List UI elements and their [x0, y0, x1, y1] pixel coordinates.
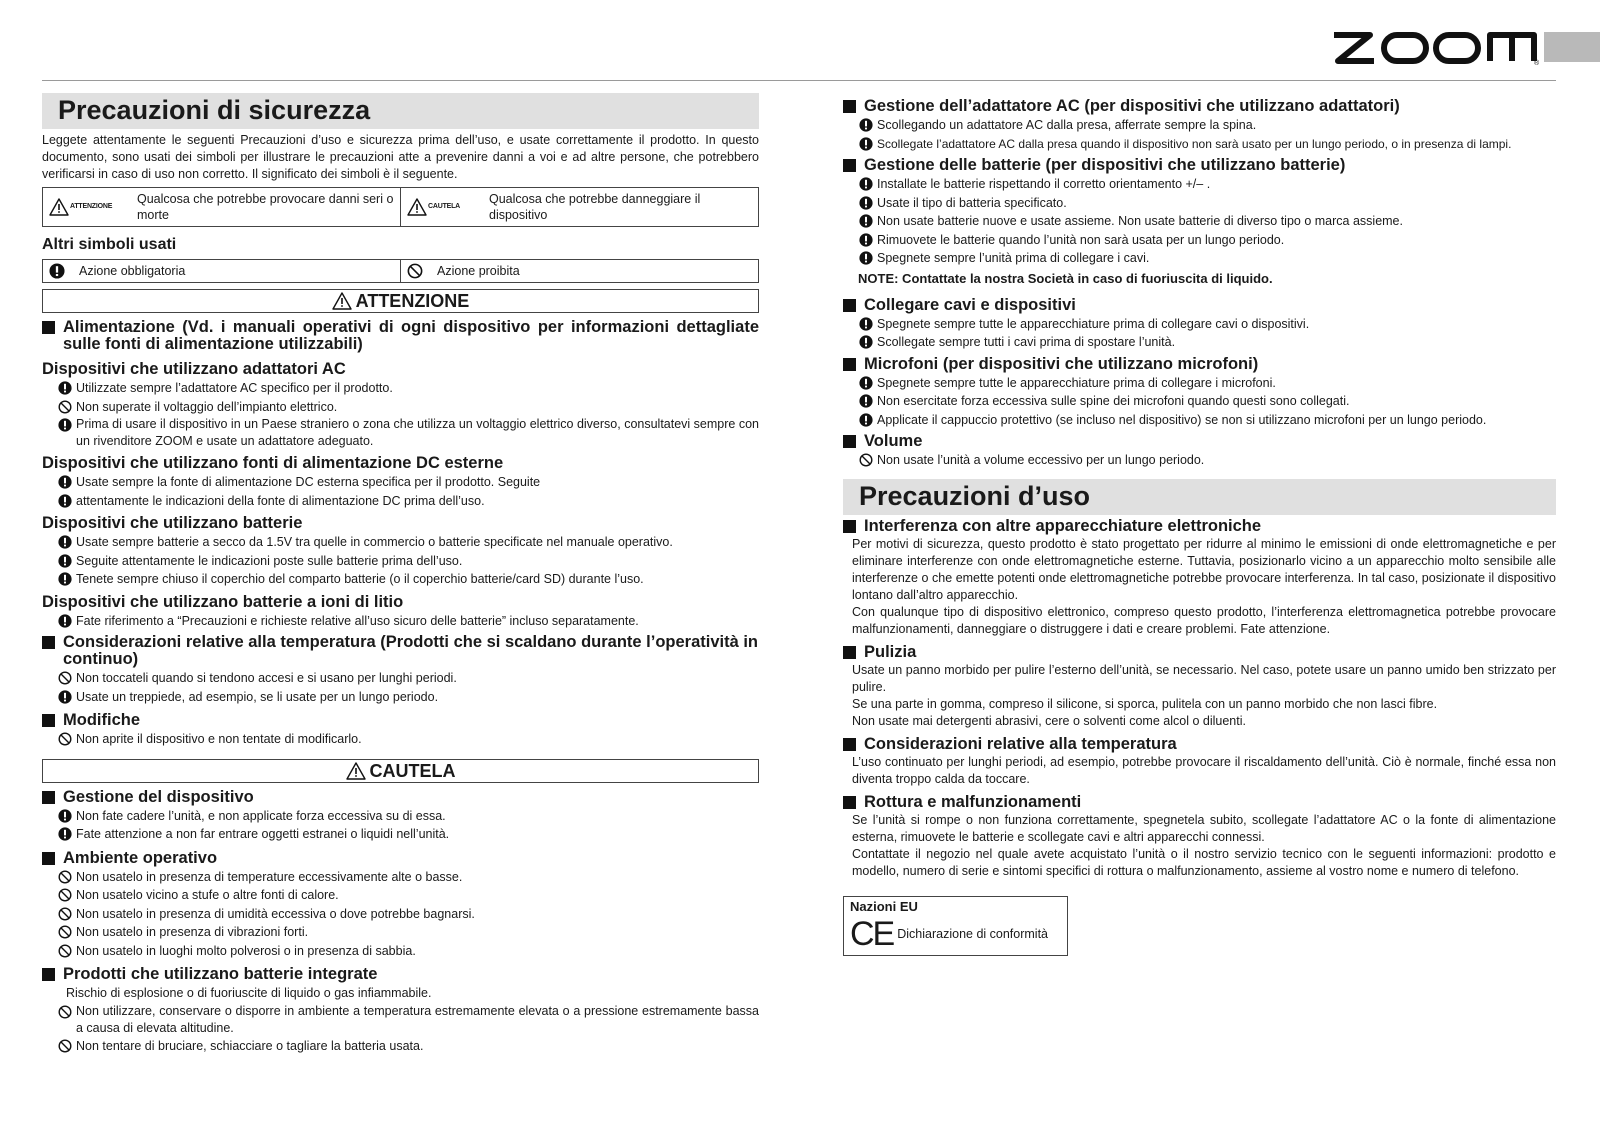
cleaning-text: Usate un panno morbido per pulire l’esterno dell’unità, se necessario. Nel caso, potete usare un panno umido ben strizzato per pulire.: [852, 662, 1556, 694]
list-item: Installate le batterie rispettando il corretto orientamento +/– .: [843, 175, 1556, 194]
right-column: [843, 94, 1556, 956]
list-item: Usate il tipo di batteria specificato.: [843, 194, 1556, 213]
prohibited-icon: [58, 888, 72, 902]
left-column: [42, 93, 759, 1055]
list-item: Non usate batterie nuove e usate assieme. Non usate batterie di diverso tipo o marca assieme.: [843, 212, 1556, 231]
mandatory-icon: [58, 418, 72, 432]
legend-table: [42, 187, 759, 227]
list-item: Usate un treppiede, ad esempio, se li usate per un lungo periodo.: [42, 688, 759, 707]
breakdown-heading: Rottura e malfunzionamenti: [843, 794, 1556, 811]
list-item: Spegnete sempre tutte le apparecchiature prima di collegare cavi o dispositivi.: [843, 315, 1556, 334]
breakdown-text-2: Contattate il negozio nel quale avete acquistato l’unità o il nostro servizio tecnico con le seguenti informazioni: prodotto e modello, numero di serie e sintomi specifici di rottura o malfunzionamento, assieme al vostro nome e numero di telefono.: [852, 846, 1556, 878]
page-tab: [1544, 32, 1600, 62]
modifications-heading: Modifiche: [42, 712, 759, 729]
warning-icon: [346, 762, 366, 780]
battery-handling-heading: Gestione delle batterie (per dispositivi che utilizzano batterie): [843, 157, 1556, 174]
prohibited-icon: [58, 671, 72, 685]
prohibited-icon: [58, 732, 72, 746]
prohibited-icon: [58, 400, 72, 414]
cleaning-heading: Pulizia: [843, 644, 1556, 661]
dc-heading: Dispositivi che utilizzano fonti di alimentazione DC esterne: [42, 454, 504, 472]
mandatory-icon: [859, 214, 873, 228]
mandatory-icon: [58, 535, 72, 549]
breakdown-text: Se l’unità si rompe o non funziona correttamente, spegnetela subito, scollegate l’adattatore AC o la fonte di alimentazione esterna, rimuovete le batterie e scollegate cavi e altri apparecchi connessi.: [852, 812, 1556, 844]
cleaning-text-2: Se una parte in gomma, compreso il silicone, si sporca, pulitela con un panno morbido che non lasci fibre.: [852, 696, 1438, 711]
temperature-usage-heading: Considerazioni relative alla temperatura: [843, 736, 1556, 753]
mandatory-icon: [859, 413, 873, 427]
list-item: Tenete sempre chiuso il coperchio del comparto batterie (o il coperchio batterie/card SD) durante l’uso.: [42, 570, 759, 589]
list-item: Non usate l’unità a volume eccessivo per un lungo periodo.: [843, 451, 1556, 470]
attention-banner: [42, 289, 759, 313]
list-item: Non tentare di bruciare, schiacciare o tagliare la batteria usata.: [42, 1037, 759, 1056]
mandatory-icon: [58, 554, 72, 568]
svg-text:®: ®: [1534, 60, 1540, 67]
microphones-heading: Microfoni (per dispositivi che utilizzano microfoni): [843, 356, 1556, 373]
interference-text-2: Con qualunque tipo di dispositivo elettronico, compreso questo prodotto, l’interferenza elettromagnetica potrebbe provocare malfunzionamenti, danneggiare o distruggere i dati e creare problemi. Fate attenzione.: [852, 604, 1556, 636]
legend-attention: [43, 188, 400, 226]
volume-heading: Volume: [843, 433, 1556, 450]
environment-heading: Ambiente operativo: [42, 850, 759, 867]
list-item: Non usatelo in presenza di umidità eccessiva o dove potrebbe bagnarsi.: [42, 905, 759, 924]
warning-icon: [332, 292, 352, 310]
attention-label: ATTENZIONE: [355, 291, 470, 311]
temperature-usage-text: L’uso continuato per lunghi periodi, ad esempio, potrebbe provocare il riscaldamento dell’unità. Ciò è normale, finché essa non diventa troppo calda da toccare.: [852, 754, 1556, 786]
list-item: Non esercitate forza eccessiva sulle spine dei microfoni quando questi sono collegati.: [843, 392, 1556, 411]
cleaning-text-3: Non usate mai detergenti abrasivi, cere o solventi come alcol o diluenti.: [852, 713, 1246, 728]
prohibited-icon: [58, 944, 72, 958]
list-item: Spegnete sempre l’unità prima di collegare i cavi.: [843, 249, 1556, 268]
ac-adapter-handling-heading: Gestione dell’adattatore AC (per dispositivi che utilizzano adattatori): [843, 98, 1556, 115]
battery-note: NOTE: Contattate la nostra Società in caso di fuoriuscita di liquido.: [858, 270, 1273, 286]
list-item: Prima di usare il dispositivo in un Paese straniero o zona che utilizza un voltaggio elettrico diverso, consultatevi sempre con un rivenditore ZOOM e usate un adattatore adeguato.: [42, 416, 759, 450]
warning-icon: [49, 198, 69, 216]
mandatory-icon: [859, 335, 873, 349]
list-item: Non usatelo in presenza di vibrazioni forti.: [42, 923, 759, 942]
power-heading: Alimentazione (Vd. i manuali operativi di ogni dispositivo per informazioni dettagliate sulle fonti di alimentazione utilizzabili): [42, 319, 759, 353]
eu-conformity-label: Dichiarazione di conformità: [897, 926, 1048, 941]
mandatory-icon: [859, 177, 873, 191]
list-item: Fate riferimento a “Precauzioni e richieste relative all’uso sicuro delle batterie” incluso separatamente.: [42, 612, 759, 631]
mandatory-icon: [58, 827, 72, 841]
legend-tag: CAUTELA: [428, 203, 461, 210]
usage-title: Precauzioni d’uso: [843, 479, 1556, 515]
symbol-prohibited: [400, 260, 758, 282]
prohibited-icon: [58, 925, 72, 939]
legend-desc: Qualcosa che potrebbe danneggiare il dispositivo: [489, 192, 701, 222]
mandatory-icon: [859, 251, 873, 265]
header-rule: [42, 80, 1556, 81]
legend-tag: ATTENZIONE: [70, 203, 113, 210]
legend-caution: [400, 188, 758, 226]
list-item: Non utilizzare, conservare o disporre in ambiente a temperatura estremamente elevata o a pressione estremamente bassa a causa di elevata altitudine.: [42, 1003, 759, 1037]
symbol-label: Azione obbligatoria: [79, 264, 186, 278]
cables-heading: Collegare cavi e dispositivi: [843, 297, 1556, 314]
lithium-heading: Dispositivi che utilizzano batterie a ioni di litio: [42, 592, 404, 611]
list-item: Non fate cadere l’unità, e non applicate forza eccessiva su di essa.: [42, 807, 759, 826]
mandatory-icon: [859, 233, 873, 247]
list-item: Fate attenzione a non far entrare oggetti estranei o liquidi nell’unità.: [42, 825, 759, 844]
list-item: Seguite attentamente le indicazioni poste sulle batterie prima dell’uso.: [42, 552, 759, 571]
prohibited-icon: [58, 1005, 72, 1019]
list-item: Utilizzate sempre l’adattatore AC specifico per il prodotto.: [42, 379, 759, 398]
prohibited-icon: [407, 263, 423, 279]
list-item: attentamente le indicazioni della fonte di alimentazione DC prima dell’uso.: [42, 492, 759, 511]
mandatory-icon: [58, 572, 72, 586]
mandatory-icon: [58, 690, 72, 704]
prohibited-icon: [58, 907, 72, 921]
list-item: Applicate il cappuccio protettivo (se incluso nel dispositivo) se non si utilizzano microfoni per un lungo periodo.: [843, 411, 1556, 430]
prohibited-icon: [58, 870, 72, 884]
mandatory-icon: [58, 381, 72, 395]
interference-text: Per motivi di sicurezza, questo prodotto è stato progettato per ridurre al minimo le emissioni di onde elettromagnetiche e per eliminare interferenze con onde elettromagnetiche esterne. Tuttavia, posizionarlo vicino a un apparecchio molto sensibile alle interferenze o che emette potenti onde elettromagnetiche potrebbe provocare interferenza. In tal caso, posizionate il dispositivo lontano dall’altro apparecchio.: [852, 536, 1556, 602]
mandatory-icon: [859, 137, 873, 151]
mandatory-icon: [49, 263, 65, 279]
mandatory-icon: [859, 376, 873, 390]
integrated-battery-heading: Prodotti che utilizzano batterie integrate: [42, 966, 759, 983]
mandatory-icon: [58, 494, 72, 508]
eu-title: Nazioni EU: [850, 898, 918, 914]
temperature-heading: Considerazioni relative alla temperatura (Prodotti che si scaldano durante l’operatività in continuo): [42, 634, 759, 668]
prohibited-icon: [58, 1039, 72, 1053]
safety-title: Precauzioni di sicurezza: [42, 93, 759, 129]
list-item: Usate sempre la fonte di alimentazione DC esterna specifica per il prodotto. Seguite: [42, 473, 759, 492]
mandatory-icon: [859, 317, 873, 331]
list-item: Non toccateli quando si tendono accesi e si usano per lunghi periodi.: [42, 669, 759, 688]
ac-adapter-heading: Dispositivi che utilizzano adattatori AC: [42, 360, 346, 378]
list-item: Usate sempre batterie a secco da 1.5V tra quelle in commercio o batterie specificate nel manuale operativo.: [42, 533, 759, 552]
intro-text: Leggete attentamente le seguenti Precauzioni d’uso e sicurezza prima dell’uso, e usate correttamente il prodotto. In questo documento, sono usati dei simboli per illustrare le precauzioni atte a prevenire danni a voi e ad altre persone, che potrebbero verificarsi in caso di uso non corretto. Il significato dei simboli è il seguente.: [42, 133, 759, 181]
battery-heading: Dispositivi che utilizzano batterie: [42, 514, 303, 532]
list-item: Non aprite il dispositivo e non tentate di modificarlo.: [42, 730, 759, 749]
mandatory-icon: [58, 475, 72, 489]
caution-banner: [42, 759, 759, 783]
integrated-battery-warning: Rischio di esplosione o di fuoriuscite di liquido o gas infiammabile.: [66, 986, 432, 1000]
list-item: Spegnete sempre tutte le apparecchiature prima di collegare i microfoni.: [843, 374, 1556, 393]
symbols-table: [42, 259, 759, 283]
mandatory-icon: [859, 118, 873, 132]
zoom-logo: [1330, 30, 1538, 66]
mandatory-icon: [859, 196, 873, 210]
other-symbols-title: Altri simboli usati: [42, 236, 177, 253]
symbol-mandatory: [43, 260, 400, 282]
interference-heading: Interferenza con altre apparecchiature elettroniche: [843, 518, 1556, 535]
list-item: Scollegate sempre tutti i cavi prima di spostare l’unità.: [843, 333, 1556, 352]
list-item: Non usatelo vicino a stufe o altre fonti di calore.: [42, 886, 759, 905]
caution-label: CAUTELA: [369, 760, 456, 781]
ce-mark: CE: [850, 914, 894, 953]
list-item: Non superate il voltaggio dell’impianto elettrico.: [42, 398, 759, 417]
legend-desc: Qualcosa che potrebbe provocare danni seri o morte: [137, 192, 394, 222]
prohibited-icon: [859, 453, 873, 467]
list-item: Non usatelo in luoghi molto polverosi o in presenza di sabbia.: [42, 942, 759, 961]
list-item: Non usatelo in presenza di temperature eccessivamente alte o basse.: [42, 868, 759, 887]
list-item: Scollegate l’adattatore AC dalla presa quando il dispositivo non sarà usato per un lungo periodo, o in presenza di lampi.: [843, 135, 1556, 154]
symbol-label: Azione proibita: [437, 264, 520, 278]
mandatory-icon: [859, 394, 873, 408]
mandatory-icon: [58, 614, 72, 628]
device-heading: Gestione del dispositivo: [42, 789, 759, 806]
mandatory-icon: [58, 809, 72, 823]
list-item: Scollegando un adattatore AC dalla presa, afferrate sempre la spina.: [843, 116, 1556, 135]
warning-icon: [407, 198, 427, 216]
eu-conformity-box: [843, 896, 1068, 956]
list-item: Rimuovete le batterie quando l’unità non sarà usata per un lungo periodo.: [843, 231, 1556, 250]
